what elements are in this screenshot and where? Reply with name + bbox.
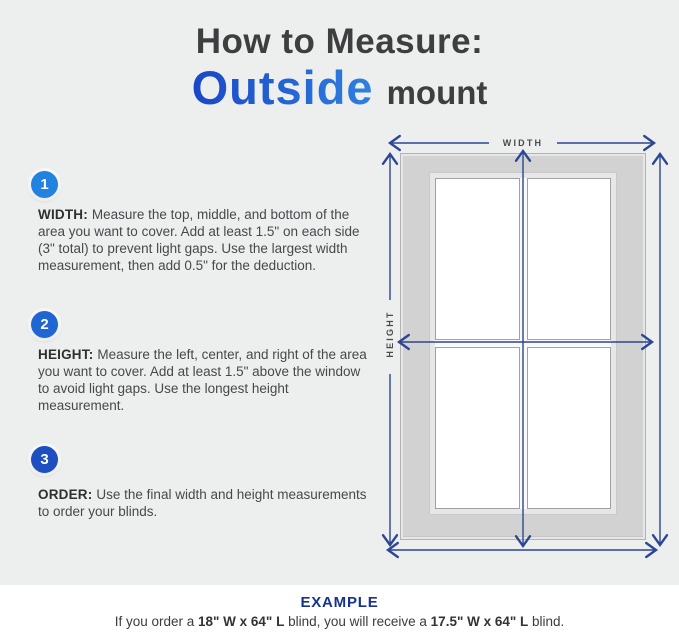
title-highlight-outside: Outside bbox=[191, 60, 374, 114]
example-sentence bbox=[0, 614, 679, 629]
step-2-text bbox=[38, 346, 368, 414]
example-middle: blind, you will receive a bbox=[284, 614, 431, 629]
example-received-size: 17.5" W x 64" L bbox=[430, 614, 529, 629]
step-3-text bbox=[38, 486, 368, 520]
step-2-body: Measure the left, center, and right of the area you want to cover. Add at least 1.5" above the window to avoid light gaps. Use the longest height measurement. bbox=[38, 347, 367, 413]
page-title bbox=[0, 24, 679, 112]
measurement-arrows bbox=[378, 128, 679, 560]
step-3-badge: 3 bbox=[31, 446, 58, 473]
step-1-text bbox=[38, 206, 368, 274]
example-suffix: blind. bbox=[528, 614, 565, 629]
step-1-body: Measure the top, middle, and bottom of the area you want to cover. Add at least 1.5" on each side (3" total) to prevent light gaps. Use the largest width measurement, then add 0.5" for the deduction. bbox=[38, 207, 360, 273]
title-line-1: How to Measure: bbox=[195, 22, 484, 61]
step-2-label: HEIGHT: bbox=[38, 347, 98, 362]
step-3-label: ORDER: bbox=[38, 487, 97, 502]
step-1-label: WIDTH: bbox=[38, 207, 92, 222]
step-2-badge: 2 bbox=[31, 311, 58, 338]
title-line-2 bbox=[0, 60, 679, 114]
example-footer bbox=[0, 585, 679, 644]
example-heading: EXAMPLE bbox=[300, 594, 379, 611]
example-prefix: If you order a bbox=[114, 614, 198, 629]
width-dimension-label: WIDTH bbox=[502, 138, 544, 148]
step-3-body: Use the final width and height measurements to order your blinds. bbox=[38, 487, 367, 519]
title-suffix-mount: mount bbox=[386, 73, 488, 111]
example-ordered-size: 18" W x 64" L bbox=[198, 614, 285, 629]
height-dimension-label: HEIGHT bbox=[385, 310, 395, 358]
step-1-badge: 1 bbox=[31, 171, 58, 198]
